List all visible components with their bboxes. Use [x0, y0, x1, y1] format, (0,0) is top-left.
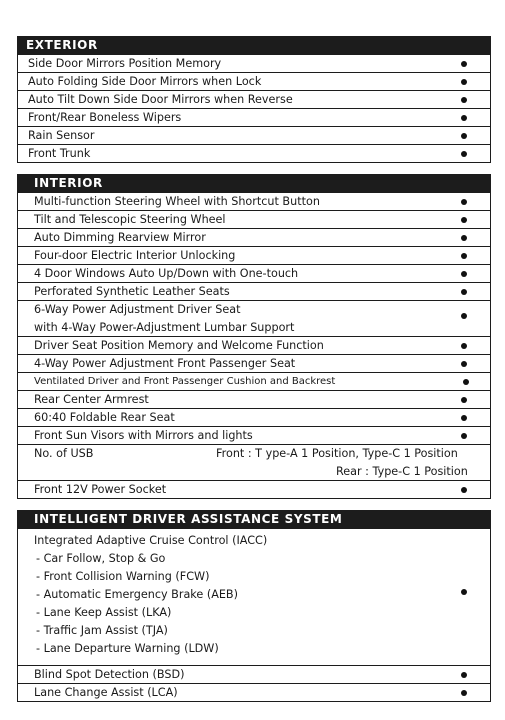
spec-row: [17, 229, 491, 247]
spec-label: Blind Spot Detection (BSD): [34, 668, 185, 681]
exterior-header: EXTERIOR: [17, 36, 491, 55]
included-dot-icon: [461, 271, 467, 277]
spec-row: [17, 91, 491, 109]
spec-label: 60:40 Foldable Rear Seat: [34, 411, 175, 424]
included-dot-icon: [463, 379, 469, 385]
spec-row: [17, 283, 491, 301]
exterior-section: [17, 36, 491, 163]
spec-label: with 4-Way Power-Adjustment Lumbar Support: [34, 321, 295, 334]
spec-label: Four-door Electric Interior Unlocking: [34, 249, 236, 262]
included-dot-icon: [461, 361, 467, 367]
usb-label: No. of USB: [34, 447, 94, 460]
spec-label: Auto Folding Side Door Mirrors when Lock: [28, 75, 262, 88]
spec-row: [17, 127, 491, 145]
spec-label: Front Trunk: [28, 147, 91, 160]
iacc-subitem: - Lane Departure Warning (LDW): [36, 642, 219, 655]
iacc-row: [17, 529, 491, 666]
spec-label: Auto Dimming Rearview Mirror: [34, 231, 206, 244]
included-dot-icon: [461, 289, 467, 295]
included-dot-icon: [461, 589, 467, 595]
spec-row: [17, 391, 491, 409]
included-dot-icon: [461, 487, 467, 493]
usb-front-value: Front : T ype-A 1 Position, Type-C 1 Position: [216, 447, 458, 460]
spec-label: Front/Rear Boneless Wipers: [28, 111, 182, 124]
included-dot-icon: [461, 235, 467, 241]
spec-label: Lane Change Assist (LCA): [34, 686, 178, 699]
iacc-subitem: - Front Collision Warning (FCW): [36, 570, 210, 583]
spec-row: [17, 55, 491, 73]
spec-label: 6-Way Power Adjustment Driver Seat: [34, 303, 241, 316]
spec-row: [17, 427, 491, 445]
spec-row: [17, 666, 491, 684]
spec-row: [17, 373, 491, 391]
included-dot-icon: [461, 133, 467, 139]
spec-row: [17, 409, 491, 427]
adas-header: INTELLIGENT DRIVER ASSISTANCE SYSTEM: [17, 510, 491, 529]
spec-row: [17, 265, 491, 283]
iacc-subitem: - Automatic Emergency Brake (AEB): [36, 588, 238, 601]
spec-label: Rain Sensor: [28, 129, 95, 142]
spec-label: Rear Center Armrest: [34, 393, 149, 406]
included-dot-icon: [461, 217, 467, 223]
included-dot-icon: [461, 415, 467, 421]
included-dot-icon: [461, 253, 467, 259]
spec-row: [17, 109, 491, 127]
spec-label: Front Sun Visors with Mirrors and lights: [34, 429, 253, 442]
iacc-subitem: - Car Follow, Stop & Go: [36, 552, 166, 565]
included-dot-icon: [461, 97, 467, 103]
spec-label: Front 12V Power Socket: [34, 483, 167, 496]
spec-label: Auto Tilt Down Side Door Mirrors when Reverse: [28, 93, 293, 106]
included-dot-icon: [461, 115, 467, 121]
spec-row: [17, 337, 491, 355]
spec-label: Perforated Synthetic Leather Seats: [34, 285, 230, 298]
interior-section: [17, 174, 491, 499]
iacc-title: Integrated Adaptive Cruise Control (IACC): [34, 534, 268, 547]
spec-label: Side Door Mirrors Position Memory: [28, 57, 222, 70]
spec-row: [17, 481, 491, 499]
spec-row: [17, 73, 491, 91]
spec-row: [17, 301, 491, 337]
iacc-subitem: - Lane Keep Assist (LKA): [36, 606, 172, 619]
spec-label: Ventilated Driver and Front Passenger Cushion and Backrest: [34, 376, 336, 387]
included-dot-icon: [461, 151, 467, 157]
usb-row: [17, 445, 491, 481]
included-dot-icon: [461, 672, 467, 678]
spec-row: [17, 355, 491, 373]
spec-label: Driver Seat Position Memory and Welcome Function: [34, 339, 324, 352]
included-dot-icon: [461, 690, 467, 696]
usb-rear-value: Rear : Type-C 1 Position: [336, 465, 468, 478]
spec-label: 4 Door Windows Auto Up/Down with One-touch: [34, 267, 299, 280]
included-dot-icon: [461, 199, 467, 205]
spec-row: [17, 211, 491, 229]
spec-label: Multi-function Steering Wheel with Shortcut Button: [34, 195, 320, 208]
spec-row: [17, 193, 491, 211]
spec-row: [17, 247, 491, 265]
included-dot-icon: [461, 313, 467, 319]
iacc-subitem: - Traffic Jam Assist (TJA): [36, 624, 168, 637]
spec-label: Tilt and Telescopic Steering Wheel: [34, 213, 226, 226]
spec-row: [17, 145, 491, 163]
included-dot-icon: [461, 433, 467, 439]
adas-section: [17, 510, 491, 702]
included-dot-icon: [461, 397, 467, 403]
spec-label: 4-Way Power Adjustment Front Passenger Seat: [34, 357, 296, 370]
included-dot-icon: [461, 79, 467, 85]
included-dot-icon: [461, 343, 467, 349]
spec-row: [17, 684, 491, 702]
included-dot-icon: [461, 61, 467, 67]
interior-header: INTERIOR: [17, 174, 491, 193]
